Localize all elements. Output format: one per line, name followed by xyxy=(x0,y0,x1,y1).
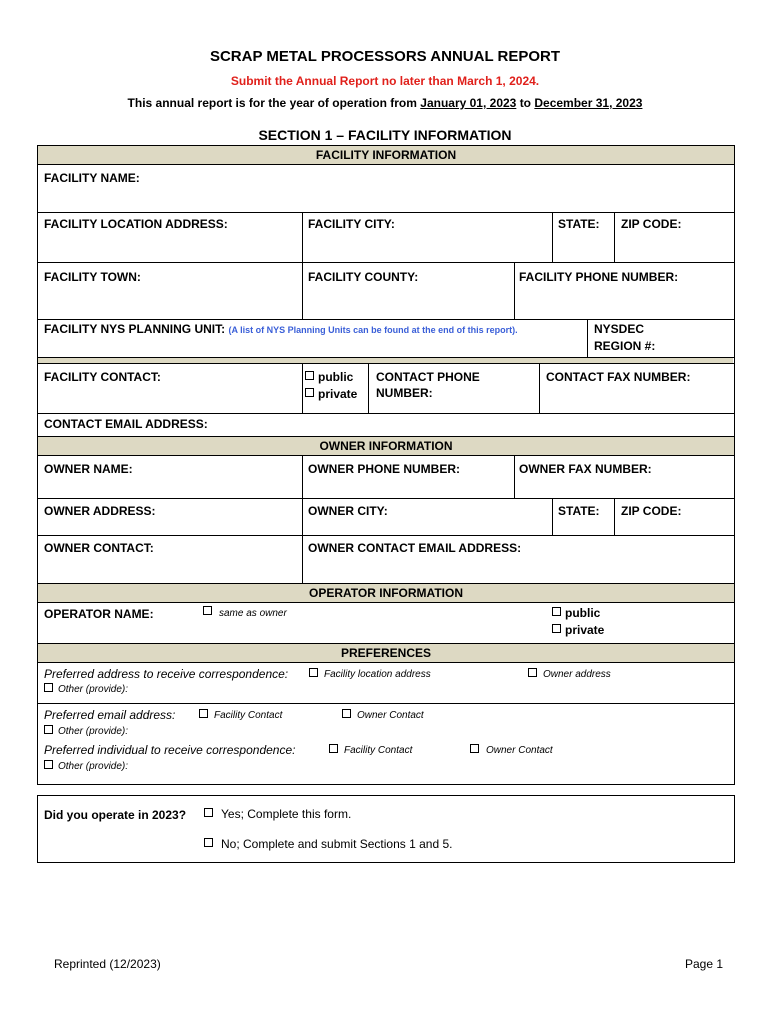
contact-phone-label-line1: CONTACT PHONE xyxy=(376,370,480,384)
email-facility-contact-checkbox[interactable] xyxy=(199,709,208,718)
owner-name-field[interactable] xyxy=(38,479,300,497)
facility-town-field[interactable] xyxy=(38,287,300,317)
individual-facility-contact-option: Facility Contact xyxy=(344,745,413,756)
facility-public-checkbox[interactable] xyxy=(305,371,314,380)
section-title: SECTION 1 – FACILITY INFORMATION xyxy=(258,127,512,143)
owner-phone-label: OWNER PHONE NUMBER: xyxy=(308,462,460,476)
planning-unit-note: (A list of NYS Planning Units can be found at the end of this report). xyxy=(228,325,518,335)
other-address-checkbox[interactable] xyxy=(44,683,53,692)
facility-info-header: FACILITY INFORMATION xyxy=(37,145,735,165)
facility-name-label: FACILITY NAME: xyxy=(44,171,140,185)
operated-yes-label: Yes; Complete this form. xyxy=(221,807,352,821)
operator-info-header: OPERATOR INFORMATION xyxy=(37,583,735,603)
other-individual-checkbox[interactable] xyxy=(44,760,53,769)
other-individual-label: Other (provide): xyxy=(58,761,129,772)
operation-box xyxy=(37,795,735,863)
nysdec-region-label-line2: REGION #: xyxy=(594,339,656,353)
individual-owner-contact-option: Owner Contact xyxy=(486,745,553,756)
facility-private-label: private xyxy=(318,387,358,401)
owner-contact-label: OWNER CONTACT: xyxy=(44,541,154,555)
period-start: January 01, 2023 xyxy=(420,96,517,110)
report-period xyxy=(0,96,770,110)
facility-phone-label: FACILITY PHONE NUMBER: xyxy=(519,270,679,284)
facility-public-label: public xyxy=(318,370,354,384)
owner-address-checkbox[interactable] xyxy=(528,668,537,677)
other-individual-field[interactable] xyxy=(140,759,730,773)
owner-fax-label: OWNER FAX NUMBER: xyxy=(519,462,652,476)
facility-county-field[interactable] xyxy=(304,287,512,317)
owner-state-field[interactable] xyxy=(554,520,612,534)
facility-zip-field[interactable] xyxy=(616,234,732,260)
owner-contact-field[interactable] xyxy=(38,558,300,580)
email-facility-contact-option: Facility Contact xyxy=(214,710,283,721)
report-title: SCRAP METAL PROCESSORS ANNUAL REPORT xyxy=(209,48,561,65)
owner-address-option: Owner address xyxy=(543,669,611,680)
operator-name-label: OPERATOR NAME: xyxy=(44,607,154,621)
page-number: Page 1 xyxy=(685,957,724,971)
operated-no-checkbox[interactable] xyxy=(204,838,213,847)
facility-state-field[interactable] xyxy=(554,234,612,260)
owner-fax-field[interactable] xyxy=(516,479,732,497)
nysdec-region-field[interactable] xyxy=(655,338,731,354)
facility-contact-field[interactable] xyxy=(38,387,300,411)
preferred-address-label: Preferred address to receive correspondence: xyxy=(44,667,289,681)
facility-location-address-checkbox[interactable] xyxy=(309,668,318,677)
facility-town-label: FACILITY TOWN: xyxy=(44,270,141,284)
same-as-owner-checkbox[interactable] xyxy=(203,606,212,615)
period-end: December 31, 2023 xyxy=(534,96,643,110)
nysdec-region-label-line1: NYSDEC xyxy=(594,322,645,336)
other-email-label: Other (provide): xyxy=(58,726,129,737)
individual-facility-contact-checkbox[interactable] xyxy=(329,744,338,753)
facility-state-label: STATE: xyxy=(558,217,600,231)
owner-state-label: STATE: xyxy=(558,504,600,518)
period-to: to xyxy=(519,96,532,110)
same-as-owner-label: same as owner xyxy=(219,608,287,619)
facility-location-address-option: Facility location address xyxy=(324,669,431,680)
other-address-field[interactable] xyxy=(140,682,730,696)
operator-public-label: public xyxy=(565,606,601,620)
preferences-header: PREFERENCES xyxy=(37,643,735,663)
other-email-field[interactable] xyxy=(140,724,730,738)
owner-phone-field[interactable] xyxy=(304,479,512,497)
facility-county-label: FACILITY COUNTY: xyxy=(308,270,419,284)
preferred-individual-label: Preferred individual to receive correspondence: xyxy=(44,743,296,757)
owner-zip-field[interactable] xyxy=(616,520,732,534)
operated-yes-checkbox[interactable] xyxy=(204,808,213,817)
submission-deadline: Submit the Annual Report no later than March 1, 2024. xyxy=(230,74,540,88)
reprinted-note: Reprinted (12/2023) xyxy=(54,957,161,971)
individual-owner-contact-checkbox[interactable] xyxy=(470,744,479,753)
operator-name-field[interactable] xyxy=(290,604,540,640)
facility-zip-label: ZIP CODE: xyxy=(621,217,682,231)
owner-address-label: OWNER ADDRESS: xyxy=(44,504,156,518)
facility-phone-field[interactable] xyxy=(516,287,732,317)
operator-public-checkbox[interactable] xyxy=(552,607,561,616)
operated-question: Did you operate in 2023? xyxy=(44,808,187,822)
period-prefix: This annual report is for the year of operation from xyxy=(127,96,417,110)
other-email-checkbox[interactable] xyxy=(44,725,53,734)
owner-zip-label: ZIP CODE: xyxy=(621,504,682,518)
owner-city-label: OWNER CITY: xyxy=(308,504,388,518)
facility-contact-label: FACILITY CONTACT: xyxy=(44,370,161,384)
contact-fax-field[interactable] xyxy=(541,387,732,411)
operator-private-checkbox[interactable] xyxy=(552,624,561,633)
contact-fax-label: CONTACT FAX NUMBER: xyxy=(546,370,691,384)
facility-private-checkbox[interactable] xyxy=(305,388,314,397)
facility-city-label: FACILITY CITY: xyxy=(308,217,395,231)
contact-email-label: CONTACT EMAIL ADDRESS: xyxy=(44,417,208,431)
owner-address-field[interactable] xyxy=(38,520,300,534)
preferred-email-label: Preferred email address: xyxy=(44,708,176,722)
planning-unit-label xyxy=(44,321,518,338)
facility-city-field[interactable] xyxy=(304,234,550,260)
operator-private-label: private xyxy=(565,623,605,637)
facility-location-address-label: FACILITY LOCATION ADDRESS: xyxy=(44,217,228,231)
facility-location-address-field[interactable] xyxy=(38,234,300,260)
owner-contact-email-label: OWNER CONTACT EMAIL ADDRESS: xyxy=(308,541,522,555)
other-address-label: Other (provide): xyxy=(58,684,129,695)
contact-phone-field[interactable] xyxy=(437,385,537,411)
owner-info-header: OWNER INFORMATION xyxy=(37,436,735,456)
email-owner-contact-checkbox[interactable] xyxy=(342,709,351,718)
owner-name-label: OWNER NAME: xyxy=(44,462,133,476)
contact-phone-label-line2: NUMBER: xyxy=(376,386,433,400)
owner-city-field[interactable] xyxy=(304,520,550,534)
planning-unit-label-text: FACILITY NYS PLANNING UNIT: xyxy=(44,322,226,336)
email-owner-contact-option: Owner Contact xyxy=(357,710,424,721)
owner-contact-email-field[interactable] xyxy=(304,558,732,580)
facility-name-field[interactable] xyxy=(38,188,732,212)
contact-email-field[interactable] xyxy=(222,414,732,434)
operated-no-label: No; Complete and submit Sections 1 and 5. xyxy=(221,837,453,851)
